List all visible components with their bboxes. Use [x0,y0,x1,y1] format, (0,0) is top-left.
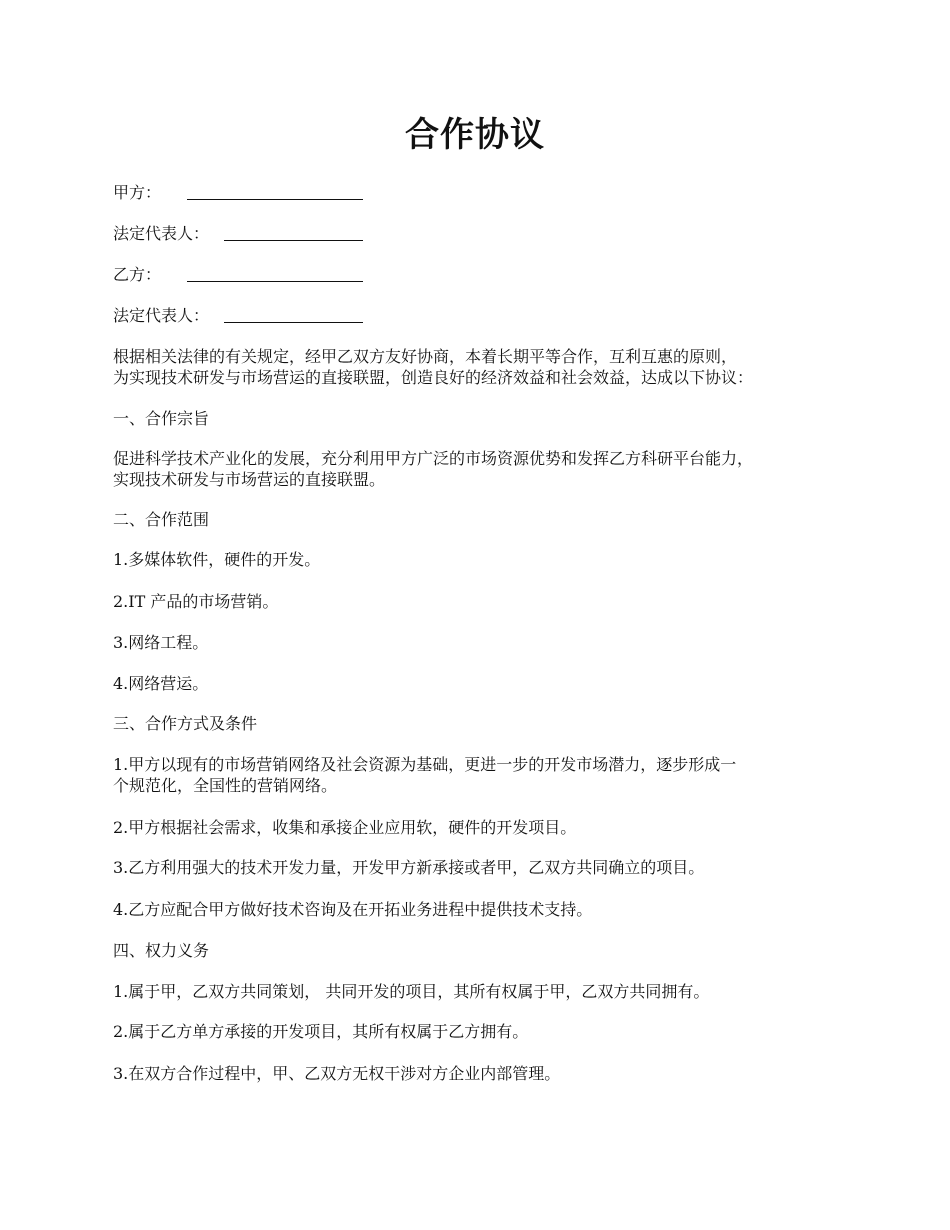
section-heading: 一、合作宗旨 [113,409,210,428]
party-a-representative-blank [224,240,363,241]
section-heading: 四、权力义务 [113,941,210,960]
paragraph-line: 1.甲方以现有的市场营销网络及社会资源为基础，更进一步的开发市场潜力，逐步形成一 [113,755,737,774]
paragraph-line: 促进科学技术产业化的发展，充分利用甲方广泛的市场资源优势和发挥乙方科研平台能力， [113,449,754,468]
section-heading: 二、合作范围 [113,510,210,529]
list-item: 1.多媒体软件，硬件的开发。 [113,550,321,569]
party-b-blank [187,281,363,282]
list-item: 2.属于乙方单方承接的开发项目，其所有权属于乙方拥有。 [113,1022,529,1041]
party-b-representative-label: 法定代表人： [113,306,210,325]
list-item: 2.甲方根据社会需求，收集和承接企业应用软，硬件的开发项目。 [113,818,577,837]
intro-line: 根据相关法律的有关规定，经甲乙双方友好协商，本着长期平等合作，互利互惠的原则， [113,347,738,366]
document-title: 合作协议 [405,115,545,155]
party-b-representative-blank [224,322,363,323]
section-paragraph [113,448,853,490]
list-item: 3.乙方利用强大的技术开发力量，开发甲方新承接或者甲，乙双方共同确立的项目。 [113,858,705,877]
section-heading: 三、合作方式及条件 [113,714,258,733]
party-b-label: 乙方： [113,265,162,284]
intro-paragraph [113,346,853,388]
list-item: 4.乙方应配合甲方做好技术咨询及在开拓业务进程中提供技术支持。 [113,900,593,919]
party-a-blank [187,199,363,200]
intro-line: 为实现技术研发与市场营运的直接联盟，创造良好的经济效益和社会效益，达成以下协议： [113,368,754,387]
list-item: 4.网络营运。 [113,674,209,693]
list-item: 1.属于甲，乙双方共同策划， 共同开发的项目，其所有权属于甲，乙双方共同拥有。 [113,982,710,1001]
list-item: 2.IT 产品的市场营销。 [113,592,279,611]
paragraph-line: 个规范化，全国性的营销网络。 [113,776,338,795]
list-item: 3.在双方合作过程中，甲、乙双方无权干涉对方企业内部管理。 [113,1064,561,1083]
paragraph-line: 实现技术研发与市场营运的直接联盟。 [113,470,386,489]
list-item [113,754,853,796]
list-item: 3.网络工程。 [113,633,209,652]
party-a-label: 甲方： [113,183,162,202]
party-a-representative-label: 法定代表人： [113,224,210,243]
